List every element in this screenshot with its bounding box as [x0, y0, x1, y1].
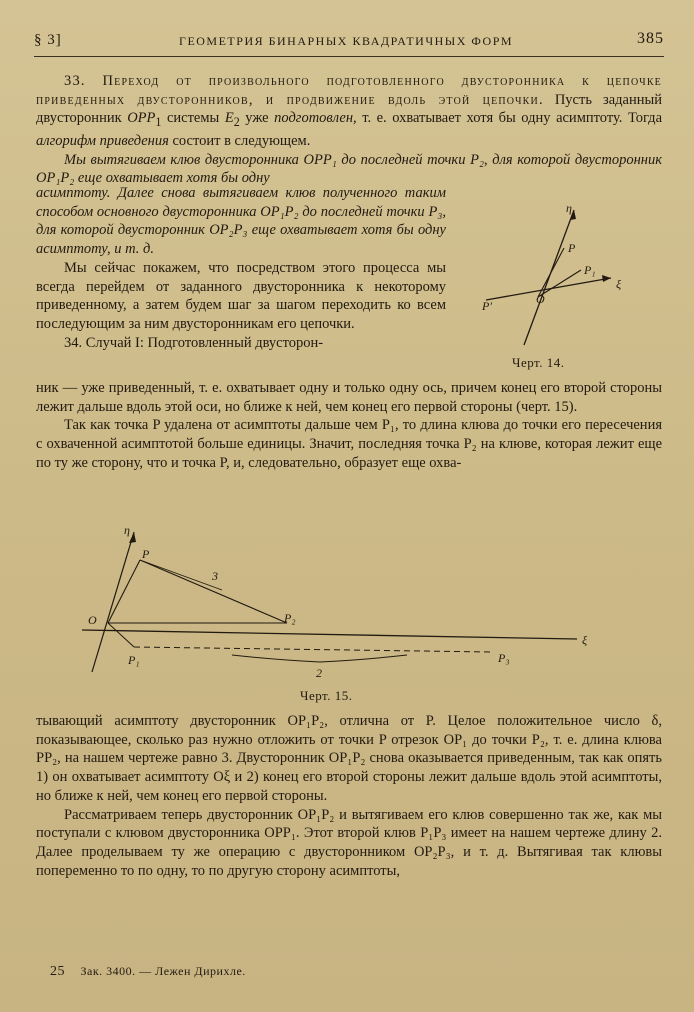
label-eta: η	[566, 201, 572, 215]
label-P3: P₃	[498, 651, 510, 665]
emphasis-text: подготовлен	[274, 110, 354, 127]
printer-note: Зак. 3400. — Лежен Дирихле.	[80, 964, 246, 978]
figure-14-caption: Черт. 14.	[512, 355, 565, 370]
paragraph-text: , т. е. охватывает хотя бы одну асимптоту. Тогда	[353, 110, 662, 127]
beak-segment	[140, 560, 222, 590]
paragraph-34-cont: ник — уже приведенный, т. е. охватывает одну и только одну ось, причем конец его второй стороны лежит дальше вдоль этой оси, но ближе к ней, чем конец его первой стороны (черт. 15).	[36, 380, 662, 415]
figure-14	[466, 200, 646, 350]
signature-number: 25	[50, 964, 65, 979]
paragraph-reduced: тывающий асимптоту двусторонник OP₁P₂, отлична от P. Целое положительное число δ, показывающее, сколько раз нужно отложить от точки P отрезок OP₁ до точки P₂, т. е. длина клюва PP₂, на нашем чертеже равно 3. Двусторонник OP₁P₂ снова оказывается приведенным, так как опять 1) он охватывает асимптоту Oξ и 2) конец его второй стороны лежит дальше вдоль этой асимптоты, но ближе к ней, чем конец его первой стороны.	[36, 713, 662, 804]
side-OP	[108, 560, 140, 623]
header-rule	[34, 56, 664, 57]
label-O: O	[88, 613, 97, 627]
eta-axis	[524, 210, 574, 345]
math-symbol: E	[224, 110, 234, 127]
beak-P1P3	[134, 647, 492, 652]
section-heading-33: 33. Переход от произвольного подготовленного двусторонника к цепочке приведенных двусторонников, и продвижение вдоль этой цепочки.	[36, 73, 662, 108]
xi-arrow	[602, 275, 611, 282]
label-P1: P₁	[128, 653, 140, 667]
xi-axis	[82, 630, 577, 639]
paragraph-text: Пусть заданный двусторонник	[36, 91, 662, 127]
running-title: ГЕОМЕТРИЯ БИНАРНЫХ КВАДРАТИЧНЫХ ФОРМ	[179, 34, 514, 48]
label-3: 3	[212, 569, 218, 583]
label-P: P	[142, 547, 150, 561]
text-block-2	[36, 184, 446, 352]
label-O: O	[536, 292, 545, 306]
paragraph-text: состоит в следующем.	[168, 133, 311, 149]
math-subscript: 1	[155, 115, 162, 130]
figure-15	[72, 512, 612, 687]
brace-2	[232, 655, 407, 662]
eta-arrow	[129, 532, 136, 543]
label-eta: η	[124, 523, 130, 537]
paragraph-33	[36, 72, 662, 151]
page-header	[34, 30, 664, 54]
math-symbol: OPP	[127, 110, 156, 127]
paragraph-text: уже	[239, 110, 275, 127]
label-xi: ξ	[582, 633, 588, 647]
page-footer	[50, 964, 246, 980]
label-xi: ξ	[616, 277, 622, 291]
text-block-1	[36, 72, 662, 188]
label-Pprime: P'	[482, 299, 492, 313]
paragraph-algorithm: Мы вытягиваем клюв двусторонника OPP₁ до последней точки P₂, для которой двусторонник OP₁P₂ еще охватывает хотя бы одну	[36, 151, 662, 187]
text-block-4	[36, 712, 662, 880]
paragraph-34-start: 34. Случай I: Подготовленный двусторон-	[64, 334, 324, 351]
section-marker: § 3]	[34, 32, 62, 48]
paragraph-algorithm-cont: асимптоту. Далее снова вытягиваем клюв полученного таким способом основного двусторонника OP₁P₂ до последней точки P₃, для которой двусторонник OP₂P₃ еще охватывает хотя бы одну асимптоту, и т. д.	[36, 185, 446, 258]
emphasis-text: алгорифм приведения	[36, 133, 169, 149]
paragraph-next-beak: Рассматриваем теперь двусторонник OP₁P₂ и вытягиваем его клюв совершенно так же, как мы поступали с клювом двусторонника OPP₁. Этот второй клюв P₁P₃ имеет на нашем чертеже длину 2. Далее проделываем ту же операцию с двусторонником OP₂P₃, и т. д. Вытягивая так клювы попеременно то по одну, то по другую сторону асимптоты,	[36, 806, 662, 879]
paragraph-text: системы	[161, 110, 225, 127]
paragraph-claim: Мы сейчас покажем, что посредством этого процесса мы всегда перейдем от заданного двусторонника к некоторому приведенному, а затем будем шаг за шагом переходить ко всем последующим за ним двусторонникам его цепочки.	[36, 259, 446, 332]
paragraph-beak: Так как точка P удалена от асимптоты дальше чем P₁, то длина клюва до точки его пересечения с охваченной асимптотой больше единицы. Значит, последняя точка P₂ на клюве, которая лежит еще по ту же сторону, что и точка P, и, следовательно, образует еще охва-	[36, 417, 662, 471]
figure-15-caption: Черт. 15.	[300, 688, 353, 703]
side-OP	[538, 248, 564, 297]
xi-axis	[486, 278, 611, 300]
label-2: 2	[316, 666, 322, 680]
page-number: 385	[637, 30, 664, 47]
math-subscript: 2	[233, 115, 240, 130]
label-P2: P₂	[284, 611, 296, 625]
label-P: P	[568, 241, 576, 255]
eta-axis	[92, 532, 134, 672]
side-OP1	[108, 623, 134, 647]
text-block-3	[36, 379, 662, 473]
label-P1: P₁	[584, 263, 596, 277]
